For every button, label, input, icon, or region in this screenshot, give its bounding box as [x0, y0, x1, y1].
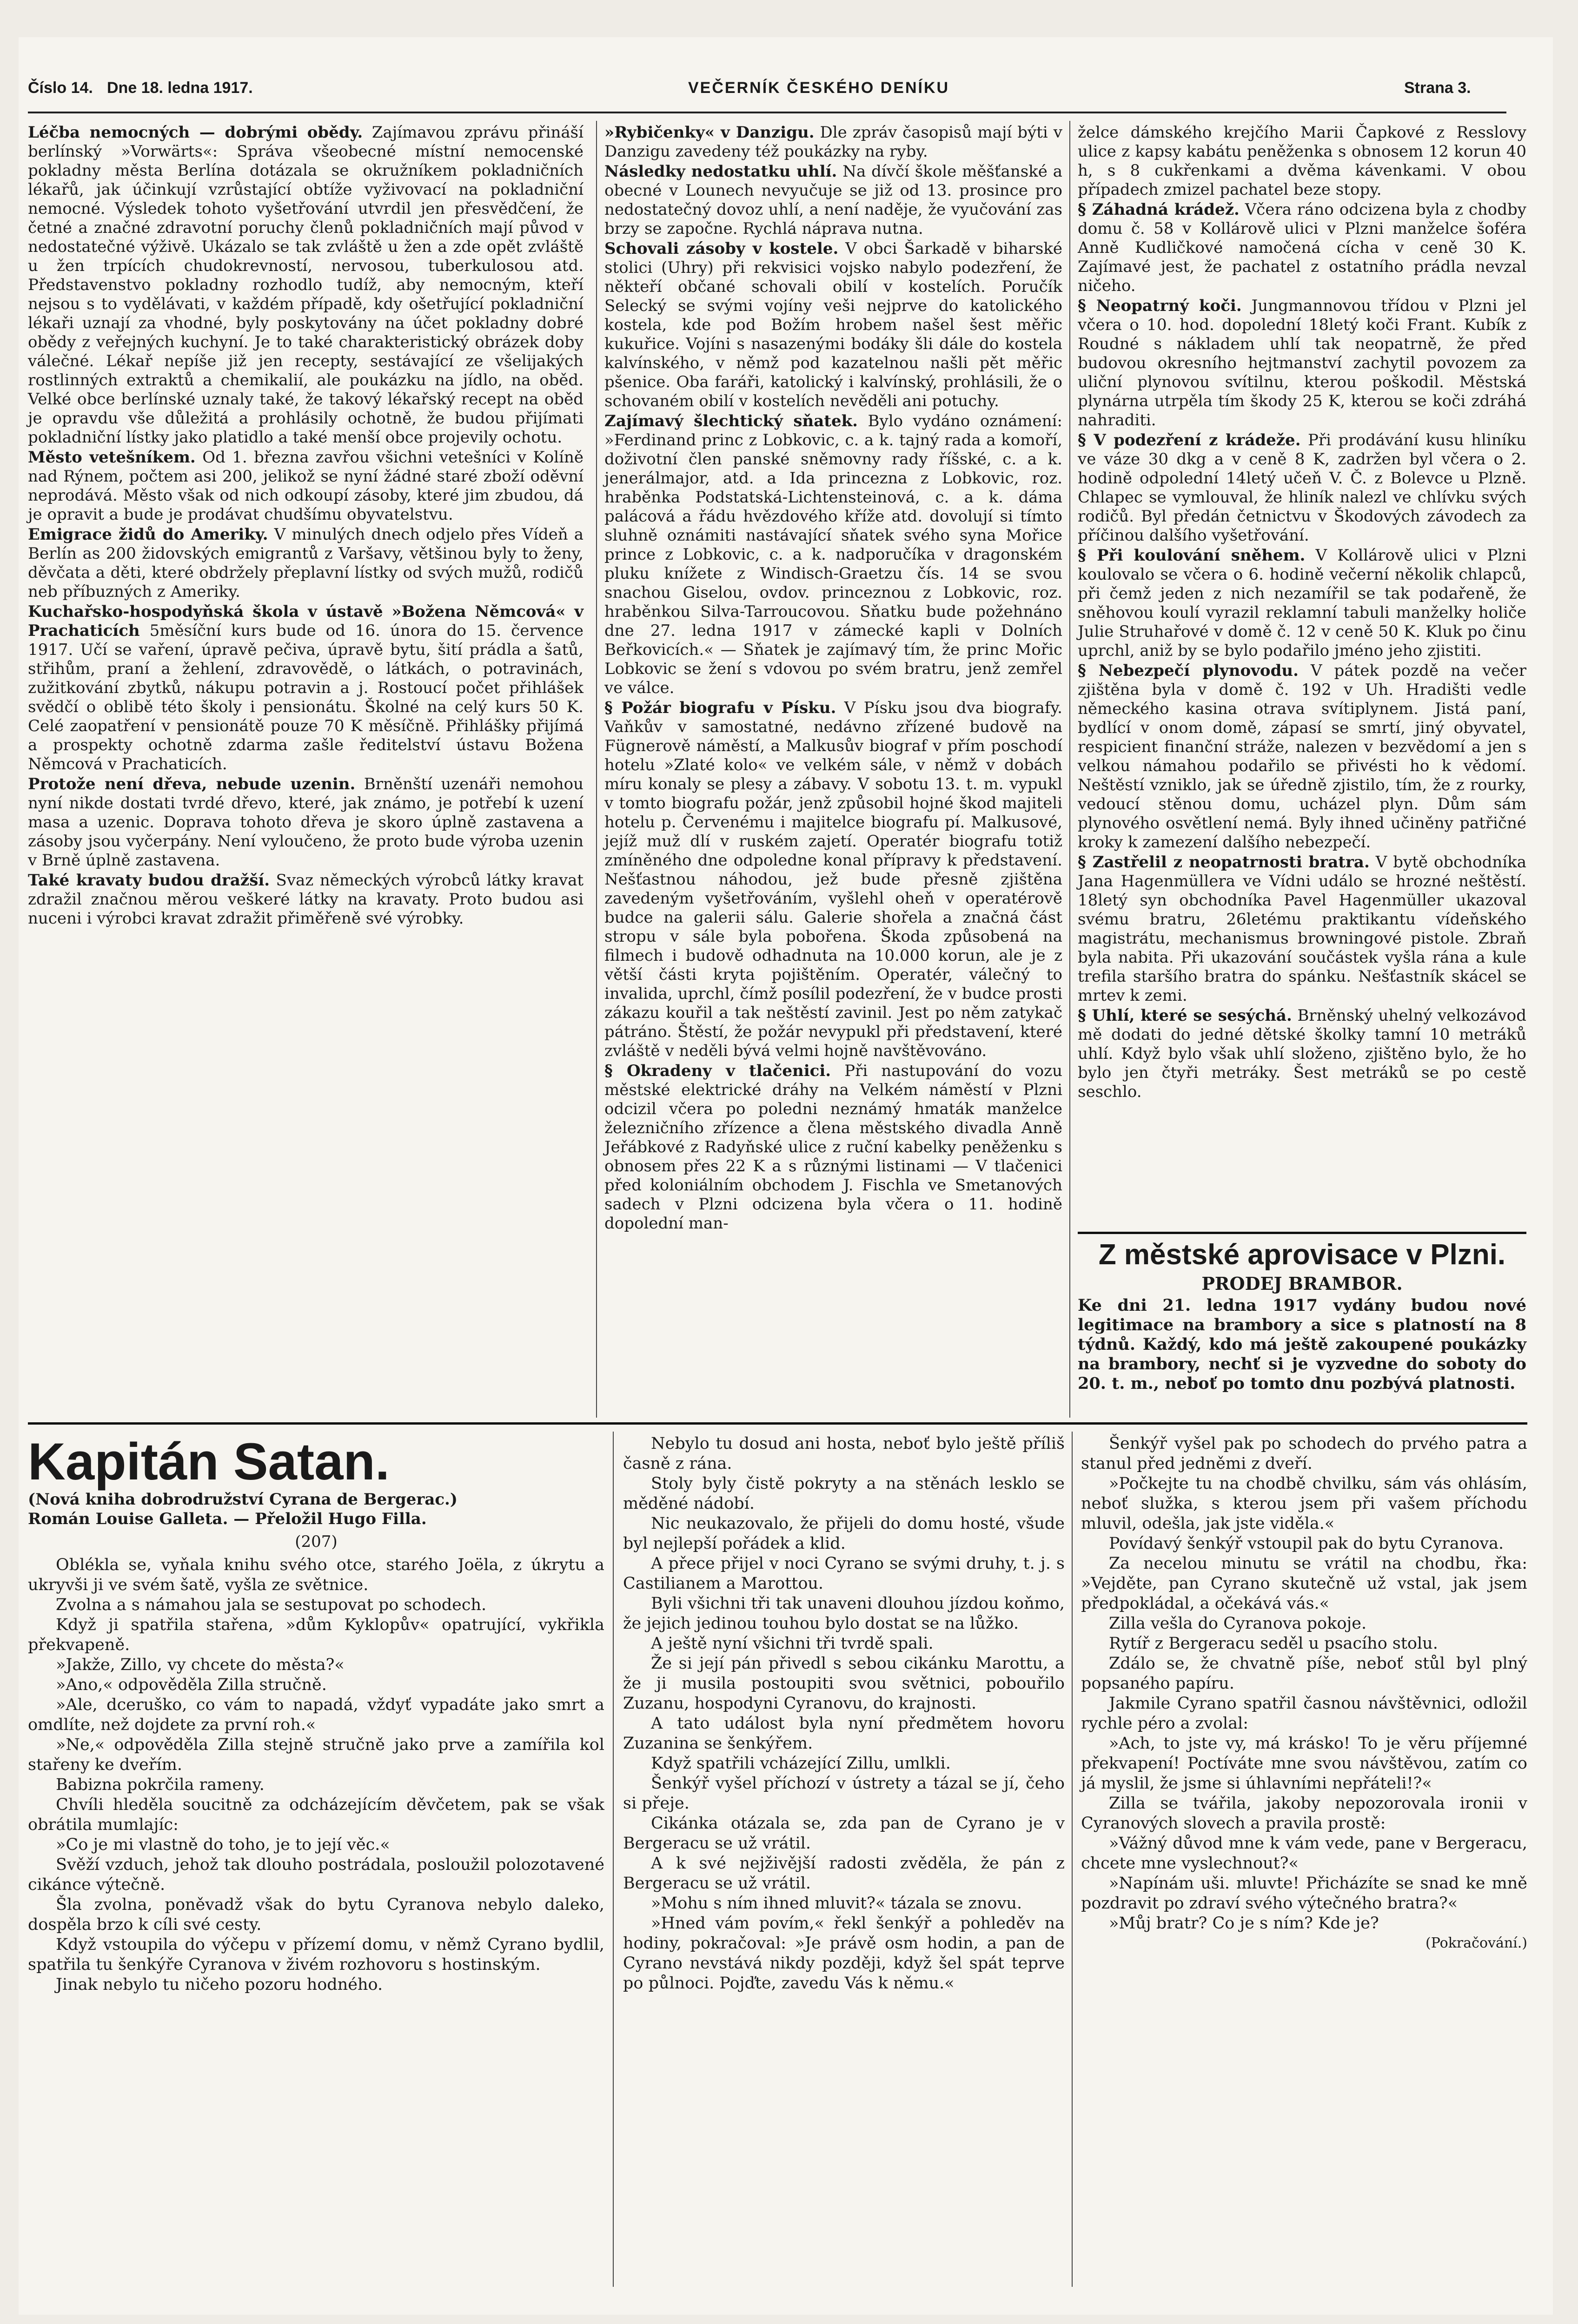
article: [604, 1062, 1062, 1233]
notice-rule: [1078, 1232, 1526, 1234]
article-text: Jungmannovou třídou v Plzni jel včera o 10. hod. dopolední 18letý koči Frant. Kubík z Roudné s nákladem uhlí tak neopatrně, že před budovou okresního hejtmanství zachytil povozem za uliční plynovou svítilnu, kterou poškodil. Městská plynárna utrpěla tím škody 25 K, kterou se koči zdráhá nahraditi.: [1078, 297, 1526, 429]
article: [1078, 123, 1526, 199]
serial-paragraph: Že si její pán přivedl s sebou cikánku Marottu, a že ji musila postoupiti svou světnici, pobouřilo Zuzanu, hospodyni Cyranovu, do krajnosti.: [623, 1654, 1065, 1713]
serial-paragraph: Rytíř z Bergeracu seděl u psacího stolu.: [1109, 1634, 1438, 1653]
article-headline: § Uhlí, které se sesýchá.: [1078, 1006, 1292, 1025]
serial-paragraph: »Ne,« odpověděla Zilla stejně stručně jako prve a zamířila kol stařeny ke dveřím.: [28, 1736, 604, 1774]
serial-paragraph: »Jakže, Zillo, vy chcete do města?«: [56, 1656, 345, 1674]
article: [1078, 661, 1526, 852]
continued-note: (Pokračování.): [1426, 1935, 1527, 1951]
article-headline: Následky nedostatku uhlí.: [604, 162, 837, 181]
article: [1078, 297, 1526, 430]
serial-paragraph: Byli všichni tři tak unaveni dlouhou jízdou koňmo, že jejich jedinou touhou bylo dostat se na lůžko.: [623, 1594, 1065, 1633]
article-text: V pátek pozdě na večer zjištěna byla v domě č. 192 v Uh. Hradišti vedle německého kasina otrava svítiplynem. Jistá paní, bydlící v onom domě, zápasí se smrtí, jiný obyvatel, respicient finanční stráže, nalezen v bezvědomí a jen s velkou námahou podařilo se přivésti ho k vědomí. Neštěstí vzniklo, jak se úředně zjistilo, tím, že z rourky, vedoucí stěnou domu, ucházel plyn. Dům sám plynového osvětlení nemá. Byly ihned učiněny patřičné kroky k zamezení dalšího nebezpečí.: [1078, 661, 1526, 852]
article-headline: § Požár biografu v Písku.: [604, 699, 836, 717]
serial-paragraph: Stoly byly čistě pokryty a na stěnách lesklo se měděné nádobí.: [623, 1474, 1065, 1513]
serial-paragraph: Šenkýř vyšel příchozí v ústrety a tázal se jí, čeho si přeje.: [623, 1774, 1065, 1813]
article-headline: Město vetešníkem.: [28, 448, 196, 467]
article-text: V minulých dnech odjelo přes Vídeň a Berlín as 200 židovských emigrantů z Varšavy, většinou byly to ženy, děvčata a děti, které obdržely přeplavní lístky od svých mužů, rodičů neb příbuzných z Ameriky.: [28, 525, 584, 601]
article: [1078, 546, 1526, 660]
serial-paragraph: Šenkýř vyšel pak po schodech do prvého patra a stanul před jedněmi z dveří.: [1081, 1434, 1527, 1473]
article-headline: § Zastřelil z neopatrnosti bratra.: [1078, 853, 1370, 872]
page-header: [28, 79, 1506, 112]
serial-paragraph: »Napínám uši. mluvte! Přicházíte se snad ke mně pozdravit po zdraví svého výtečného bratra?«: [1081, 1874, 1527, 1913]
article-text: Od 1. března zavřou všichni vetešníci v Kolíně nad Rýnem, počtem asi 200, jelikož se nyní žádné staré zboží oděvní neprodává. Město však od nich odkoupí zásoby, které jim zbudou, dá je opravit a bude je prodávat chudšímu obyvatelstvu.: [28, 448, 583, 524]
article: [604, 699, 1062, 1061]
article-headline: Emigrace židů do Ameriky.: [28, 525, 268, 544]
serial-paragraph: Cikánka otázala se, zda pan de Cyrano je v Bergeracu se už vrátil.: [623, 1814, 1065, 1853]
serial-paragraph: Babizna pokrčila rameny.: [56, 1776, 265, 1794]
article: [1078, 853, 1526, 1005]
serial-paragraph: A tato událost byla nyní předmětem hovoru Zuzanina se šenkýřem.: [623, 1714, 1065, 1753]
article: [1078, 200, 1526, 296]
serial-title: Kapitán Satan.: [28, 1433, 390, 1491]
serial-column-1: [28, 1434, 604, 2284]
serial-paragraph: Oblékla se, vyňala knihu svého otce, starého Joëla, z úkrytu a ukryvši ji ve svém šatě, vyšla ze světnice.: [28, 1556, 604, 1594]
header-rule: [28, 112, 1506, 113]
article-headline: § Neopatrný koči.: [1078, 297, 1242, 315]
serial-text-1: [28, 1555, 604, 1995]
serial-paragraph: A ještě nyní všichni tři tvrdě spali.: [651, 1634, 934, 1653]
masthead: VEČERNÍK ČESKÉHO DENÍKU: [688, 79, 950, 97]
article: [28, 775, 583, 870]
serial-column-3: [1081, 1434, 1527, 2284]
serial-paragraph: Svěží vzduch, jehož tak dlouho postrádala, posloužil polozotavené cikánce výtečně.: [28, 1855, 604, 1894]
article: [28, 525, 583, 601]
serial-paragraph: »Počkejte tu na chodbě chvilku, sám vás ohlásím, neboť služka, s kterou jsem při vašem příchodu mluvil, odešla, jak jste viděla.«: [1081, 1474, 1527, 1533]
serial-paragraph: Povídavý šenkýř vstoupil pak do bytu Cyranova.: [1109, 1534, 1504, 1553]
article-text: V bytě obchodníka Jana Hagenmüllera ve Vídni událo se hrozné neštěstí. 18letý syn obchodníka Pavel Hagenmüller ukazoval svému bratru, 26letému praktikantu vídeňského magistrátu, mechanismus browningové pistole. Zbraň byla nabita. Při ukazování součástek vyšla rána a kule trefila staršího bratra do spánku. Nešťastník skácel se mrtev k zemi.: [1078, 853, 1526, 1005]
serial-author: Román Louise Galleta. — Přeložil Hugo Filla.: [28, 1510, 427, 1528]
serial-paragraph: Jakmile Cyrano spatřil časnou návštěvnici, odložil rychle péro a zvolal:: [1081, 1694, 1527, 1733]
article-text: Dle zpráv časopisů mají býti v Danzigu zavedeny též poukázky na ryby.: [604, 123, 1062, 161]
serial-paragraph: Zdálo se, že chvatně píše, neboť stůl byl plný popsaného papíru.: [1081, 1654, 1527, 1693]
article-headline: »Rybičenky« v Danzigu.: [604, 123, 815, 142]
article-headline: § Při koulování sněhem.: [1078, 546, 1306, 565]
article: [604, 239, 1062, 411]
serial-paragraph: Když ji spatřila stařena, »dům Kyklopův« opatrující, vykřikla překvapeně.: [28, 1616, 604, 1654]
article-headline: Léčba nemocných — dobrými obědy.: [28, 123, 363, 142]
article: [28, 602, 583, 774]
article-text: Při nastupování do vozu městské elektrické dráhy na Velkém náměstí v Plzni odcizil včera po poledni neznámý hmaták manželce železničního zřízence a člena městského divadla Anně Jeřábkové z Radyňské ulice z ruční kabelky peněženku s obnosem přes 22 K a s různými listinami — V tlačenici před koloniálním obchodem J. Fischla ve Smetanových sadech v Plzni odcizena byla včera o 11. hodině dopolední man-: [604, 1062, 1062, 1233]
serial-paragraph: Jinak nebylo tu ničeho pozoru hodného.: [56, 1975, 383, 1994]
serial-paragraph: Zilla se tvářila, jakoby nepozorovala ironii v Cyranových slovech a pravila prostě:: [1081, 1794, 1527, 1833]
serial-paragraph: »Hned vám povím,« řekl šenkýř a pohleděv na hodiny, pokračoval: »Je právě osm hodin, a pan de Cyrano nevstává nikdy později, když šel spát teprve po půlnoci. Pojďte, zavedu Vás k němu.«: [623, 1914, 1065, 1993]
news-column-1: [28, 123, 583, 1392]
article-headline: § Záhadná krádež.: [1078, 200, 1240, 219]
serial-paragraph: Když vstoupila do výčepu v přízemí domu, v němž Cyrano bydlil, spatřila tu šenkýře Cyranova v živém rozhovoru s hostinským.: [28, 1935, 604, 1974]
serial-paragraph: Za necelou minutu se vrátil na chodbu, řka: »Vejděte, pan Cyrano skutečně už vstal, jak jsem předpokládal, a očekává vás.«: [1081, 1554, 1527, 1613]
column-divider: [596, 121, 597, 1418]
serial-paragraph: Nebylo tu dosud ani hosta, neboť bylo ještě příliš časně z rána.: [623, 1434, 1065, 1473]
serial-paragraph: A přece přijel v noci Cyrano se svými druhy, t. j. s Castilianem a Marottou.: [623, 1554, 1065, 1593]
serial-paragraph: A k své nejživější radosti zvěděla, že pán z Bergeracu se už vrátil.: [623, 1854, 1065, 1893]
article-text: 5měsíční kurs bude od 16. února do 15. července 1917. Učí se vaření, úpravě pečiva, úpravě bytu, šití prádla a šatů, střihům, praní a žehlení, zdravovědě, o látkách, o potravinách, zužitkování zbytků, nákupu potravin a j. Rostoucí počet přihlášek svědčí o oblibě této školy i pensionátu. Školné na celý kurs 50 K. Celé zaopatření v pensionátě pouze 70 K měsíčně. Přihlášky přijímá a prospekty ochotně zdarma zašle ředitelství ústavu Božena Němcová v Prachaticích.: [28, 621, 583, 773]
notice-title: Z městské aprovisace v Plzni.: [1098, 1239, 1506, 1271]
article-text: Brněnští uzenáři nemohou nyní nikde dostati tvrdé dřevo, které, jak známo, je potřebí k uzení masa a uzenic. Doprava tohoto dřeva je skoro úplně zastavena a zásoby jsou vyčerpány. Není vyloučeno, že proto bude výroba uzenin v Brně úplně zastavena.: [28, 775, 583, 870]
serial-paragraph: »Ach, to jste vy, má krásko! To je věru příjemné překvapení! Poctíváte mne svou návštěvou, zatím co já myslil, že jsme si úhlavními nepřáteli!?«: [1081, 1734, 1527, 1793]
section-rule: [28, 1422, 1527, 1425]
article: [604, 412, 1062, 698]
serial-paragraph: Chvíli hleděla soucitně za odcházejícím děvčetem, pak se však obrátila mumlajíc:: [28, 1796, 604, 1834]
article-text: Při prodávání kusu hliníku ve váze 30 dkg a v ceně 8 K, zadržen byl včera o 2. hodině odpolední 14letý učeň V. Č. z Bolevce u Plzně. Chlapec se vymlouval, že hliník nalezl ve chlívku svých rodičů. Byl předán četnictvu v Škodových závodech za příčinou dalšího vyšetřování.: [1078, 431, 1526, 545]
serial-paragraph: »Ano,« odpověděla Zilla stručně.: [56, 1676, 327, 1694]
article: [28, 871, 583, 928]
article: [28, 448, 583, 524]
article-text: V Kollárově ulici v Plzni koulovalo se včera o 6. hodině večerní několik chlapců, při čemž jeden z nich nezamířil se tak podařeně, že sněhovou koulí vyrazil reklamní tabuli manželky holiče Julie Struhařové v domě č. 12 v ceně 50 K. Kluk po činu uprchl, aniž by se bylo podařilo jméno jeho zjistiti.: [1078, 546, 1526, 660]
article: [604, 123, 1062, 161]
serial-paragraph: »Můj bratr? Co je s ním? Kde je?: [1109, 1914, 1379, 1933]
article-headline: § V podezření z krádeže.: [1078, 431, 1301, 449]
column-divider: [1072, 1432, 1073, 2287]
article-text: Bylo vydáno oznámení: »Ferdinand princ z Lobkovic, c. a k. tajný rada a komoří, doživotní člen panské sněmovny rady říšské, c. a k. jenerálmajor, atd. a Ida princezna z Lobkovic, roz. hraběnka Podstatská-Lichtensteinová, c. a k. dáma palácová a řádu hvězdového kříže atd. dovolují si tímto sluhně oznámiti nastávající sňatek svého syna Mořice prince z Lobkovic, c. a k. nadporučíka v dragonském pluku knížete z Windisch-Graetzu čís. 14 se svou snachou Giselou, ovdov. princeznou z Lobkovic, roz. hraběnkou Silva-Tarroucovou. Sňatku bude požehnáno dne 27. ledna 1917 v zámecké kapli v Dolních Beřkovicích.« — Sňatek je zajímavý tím, že princ Mořic Lobkovic se žení s vdovou po svém bratru, jenž zemřel ve válce.: [604, 412, 1062, 697]
article-text: Na dívčí škole měšťanské a obecné v Lounech nevyučuje se již od 13. prosince pro nedostatečný dovoz uhlí, a není naděje, že vyučování zas brzy se započne. Rychlá náprava nutna.: [604, 162, 1062, 238]
article: [1078, 1006, 1526, 1102]
serial-paragraph: »Mohu s ním ihned mluvit?« tázala se znovu.: [651, 1894, 1022, 1913]
serial-subtitle: (Nová kniha dobrodružství Cyrana de Bergerac.): [28, 1490, 457, 1509]
serial-paragraph: »Ale, dceruško, co vám to napadá, vždyť vypadáte jako smrt a omdlíte, než dojdete za první roh.«: [28, 1696, 604, 1734]
article-headline: Protože není dřeva, nebude uzenin.: [28, 775, 356, 793]
aprovisace-notice: [1078, 1239, 1526, 1411]
news-column-2: [604, 123, 1062, 1397]
issue-number: Číslo 14.: [28, 79, 93, 97]
issue-date: Dne 18. ledna 1917.: [107, 79, 253, 97]
article-text: Brněnský uhelný velkozávod mě dodati do jedné dětské školky tamní 10 metráků uhlí. Když bylo však uhlí složeno, zjištěno bylo, že ho bylo jen čtyři metráky. Šest metráků se po cestě seschlo.: [1078, 1006, 1526, 1101]
column-divider: [613, 1432, 614, 2287]
article: [28, 123, 583, 447]
article-text: Zajímavou zprávu přináší berlínský »Vorwärts«: Správa všeobecné místní nemocenské pokladny města Berlína dotázala se okružníkem pokladničních lékařů, jak účinkují vzrůstající obtíže vyživovací na pokladniční nemocné. Výsledek tohoto vyšetřování utvrdil jen přesvědčení, že četné a značné zdravotní poruchy členů pokladničních mají původ v nedostatečné výživě. Ukázalo se tak zvláště u žen a zde opět zvláště u žen trpících chudokrevností, nervosou, tuberkulosou atd. Představenstvo pokladny rozhodlo tudíž, aby nemocným, kteří nejsou s to vydělávati, v každém případě, kdy ošetřující pokladniční lékaři uznají za vhodné, byly poskytovány na účet pokladny dobré obědy z veřejných kuchyní. Je to také charakteristický obrázek doby válečné. Lékař nepíše již jen recepty, sestávající ze všelijakých rostlinných extraktů a chemikalií, ale poukázku na jídlo, na oběd. Velké obce berlínské uznaly také, že takový lékařský recept na oběd je opravdu vše důležitá a prohlásily ochotně, že budou přijímati pokladniční lístky jako platidlo a také menší obce projevily ochotu.: [28, 123, 583, 447]
article-text: V obci Šarkadě v biharské stolici (Uhry) při rekvisici vojsko nabylo podezření, že někteří občané schovali obilí v kostelích. Poručík Selecký se svými vojíny veši nejprve do katolického kostela, kde pod Božím hrobem našel šest měřic kukuřice. Vojíni s nasazenými bodáky šli dále do kostela kalvínského, v němž pod kazatelnou našli pět měřic pšenice. Oba faráři, katolický i kalvínský, prohlásili, že o schovaném obilí v kostelích nevěděli ani potuchy.: [604, 239, 1062, 410]
article-headline: Schovali zásoby v kostele.: [604, 239, 839, 258]
article-headline: § Okradeny v tlačenici.: [604, 1062, 831, 1080]
serial-paragraph: »Vážný důvod mne k vám vede, pane v Bergeracu, chcete mne vyslechnout?«: [1081, 1834, 1527, 1873]
serial-column-2: [623, 1434, 1065, 2284]
serial-number: (207): [295, 1532, 338, 1551]
article: [1078, 431, 1526, 545]
serial-text-3: [1081, 1434, 1527, 1934]
serial-paragraph: Zilla vešla do Cyranova pokoje.: [1109, 1614, 1367, 1633]
serial-paragraph: Když spatřili vcházející Zillu, umlkli.: [651, 1754, 951, 1773]
article: [604, 162, 1062, 238]
serial-paragraph: Zvolna a s námahou jala se sestupovat po schodech.: [56, 1596, 487, 1614]
article-text: Svaz německých výrobců látky kravat zdražil značnou měrou veškeré látky na kravaty. Proto budou asi nuceni i výrobci kravat zdražit přiměřeně své výrobky.: [28, 871, 584, 928]
page-number: Strana 3.: [1404, 79, 1471, 97]
article-text: Včera ráno odcizena byla z chodby domu č. 58 v Kollárově ulici v Plzni manželce šoféra Anně Kudličkové namočená cícha v ceně 30 K. Zajímavé jest, že pachatel z ostatního prádla nevzal ničeho.: [1078, 200, 1526, 295]
notice-subtitle: PRODEJ BRAMBOR.: [1201, 1273, 1403, 1294]
serial-paragraph: »Co je mi vlastně do toho, je to její věc.«: [56, 1835, 390, 1854]
serial-paragraph: Šla zvolna, poněvadž však do bytu Cyranova nebylo daleko, dospěla brzo k cíli své cesty.: [28, 1895, 604, 1934]
article-headline: § Nebezpečí plynovodu.: [1078, 661, 1299, 680]
article-headline: Kuchařsko-hospodyňská škola v ústavě »Božena Němcová« v Prachaticích: [28, 602, 583, 640]
article-text: želce dámského krejčího Marii Čapkové z Resslovy ulice z kapsy kabátu peněženka s obnosem 12 korun 40 h, s 8 cukřenkami a dvěma kávenkami. V obou případech zmizel pachatel beze stopy.: [1078, 123, 1526, 199]
news-column-3: [1078, 123, 1526, 1229]
column-divider: [1069, 121, 1070, 1418]
article-headline: Zajímavý šlechtický sňatek.: [604, 412, 858, 430]
article-headline: Také kravaty budou dražší.: [28, 871, 270, 890]
article-text: V Písku jsou dva biografy. Vaňkův v samostatné, nedávno zřízené budově na Fügnerově náměstí, a Malkusův biograf v přím poschodí hotelu »Zlaté kolo« ve velkém sále, v němž v dobách míru konaly se plesy a zábavy. V sobotu 13. t. m. vypukl v tomto biografu požár, jenž způsobil hojné škod majiteli hotelu p. Červenému i majitelce biografu pí. Malkusové, jejíž muž dlí v ruském zajetí. Operatér biografu totiž zmíněného dne odpoledne konal přípravy k představení. Nešťastnou náhodou, jež bude přesně zjištěna zavedeným vyšetřováním, vyšlehl oheň v operatérově budce na galerii sálu. Galerie shořela a značná část stropu v sále byla pobořena. Škoda způsobená na filmech i budově odhadnuta na 10.000 korun, ale je z větší části kryta pojištěním. Operatér, válečný to invalida, uprchl, čímž posílil podezření, že v budce prosti zákazu kouřil a tak neštěstí zavinil. Jest po něm zatykač pátráno. Štěstí, že požár nevypukl při představení, které zvláště v neděli bývá velmi hojně navštěvováno.: [604, 699, 1062, 1060]
serial-paragraph: Nic neukazovalo, že přijeli do domu hosté, všude byl nejlepší pořádek a klid.: [623, 1514, 1065, 1553]
notice-body: Ke dni 21. ledna 1917 vydány budou nové legitimace na brambory a sice s platností na 8 týdnů. Každý, kdo má ještě zakoupené poukázky na brambory, nechť si je vyzvedne do soboty do 20. t. m., neboť po tomto dnu pozbývá platnosti.: [1078, 1296, 1526, 1393]
